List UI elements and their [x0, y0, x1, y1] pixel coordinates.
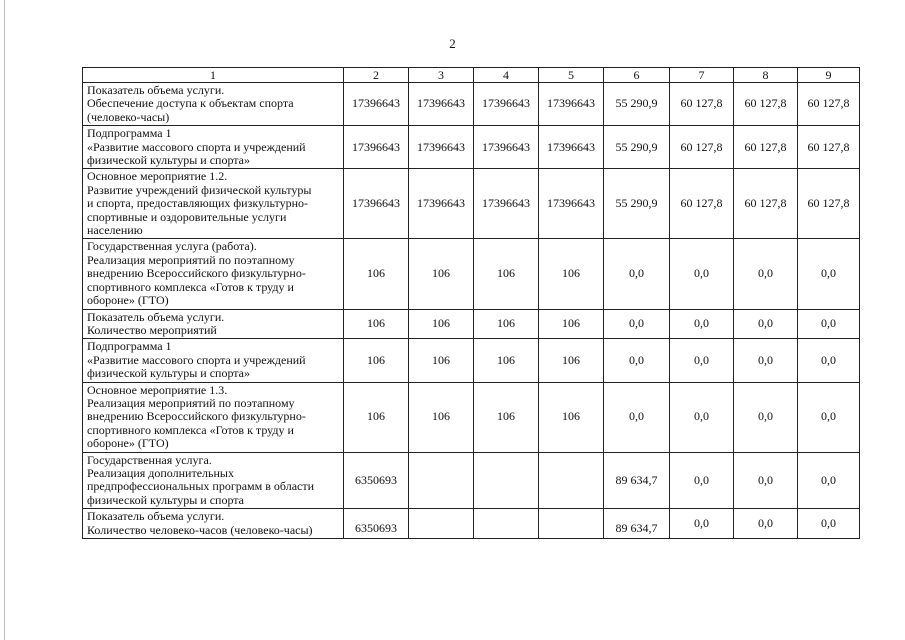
value-cell: 0,0	[670, 509, 734, 539]
description-line: Подпрограмма 1	[87, 339, 172, 354]
value-cell: 0,0	[734, 452, 798, 509]
table-row	[83, 83, 860, 126]
value-cell: 0,0	[734, 309, 798, 339]
table-row	[83, 126, 860, 169]
value-cell: 0,0	[670, 382, 734, 452]
value-cell: 106	[474, 309, 539, 339]
value-cell: 106	[344, 309, 409, 339]
value-cell: 106	[409, 239, 474, 309]
value-cell: 17396643	[409, 169, 474, 239]
row-description	[83, 239, 344, 309]
row-description	[83, 382, 344, 452]
value-cell: 0,0	[798, 239, 860, 309]
value-cell: 17396643	[409, 126, 474, 169]
description-line: предпрофессиональных программ в области	[87, 479, 315, 494]
value-cell: 0,0	[734, 382, 798, 452]
description-line: физической культуры и спорта»	[87, 366, 251, 381]
data-table	[82, 67, 860, 539]
value-cell: 106	[539, 239, 604, 309]
value-cell: 0,0	[604, 309, 670, 339]
value-cell: 0,0	[798, 509, 860, 539]
value-cell: 106	[539, 309, 604, 339]
description-line: Количество мероприятий	[87, 322, 217, 337]
value-cell	[409, 509, 474, 539]
table-row	[83, 169, 860, 239]
value-cell: 0,0	[670, 239, 734, 309]
value-cell: 0,0	[734, 239, 798, 309]
header-cell: 3	[409, 68, 474, 83]
description-line: внедрению Всероссийского физкультурно-	[87, 266, 306, 281]
value-cell: 55 290,9	[604, 126, 670, 169]
table-row	[83, 239, 860, 309]
value-cell: 89 634,7	[604, 452, 670, 509]
value-cell: 106	[344, 339, 409, 382]
description-line: и спорта, предоставляющих физкультурно-	[87, 196, 308, 211]
value-cell: 60 127,8	[798, 126, 860, 169]
row-description	[83, 339, 344, 382]
header-cell: 6	[604, 68, 670, 83]
value-cell: 17396643	[474, 126, 539, 169]
value-cell: 0,0	[734, 509, 798, 539]
description-line: Реализация мероприятий по поэтапному	[87, 395, 295, 410]
value-cell: 106	[539, 339, 604, 382]
description-line: Количество человеко-часов (человеко-часы)	[87, 522, 313, 537]
value-cell: 0,0	[670, 452, 734, 509]
value-cell	[539, 452, 604, 509]
table-row	[83, 309, 860, 339]
table-row	[83, 509, 860, 539]
table-row	[83, 452, 860, 509]
description-line: «Развитие массового спорта и учреждений	[87, 352, 306, 367]
value-cell: 0,0	[604, 239, 670, 309]
description-line: Государственная услуга.	[87, 452, 212, 467]
row-description	[83, 169, 344, 239]
description-line: физической культуры и спорта	[87, 492, 245, 507]
value-cell: 60 127,8	[670, 169, 734, 239]
description-line: внедрению Всероссийского физкультурно-	[87, 409, 306, 424]
value-cell: 0,0	[670, 309, 734, 339]
value-cell: 106	[474, 339, 539, 382]
value-cell: 17396643	[474, 83, 539, 126]
value-cell	[474, 509, 539, 539]
header-row	[83, 68, 860, 83]
description-line: обороне» (ГТО)	[87, 293, 169, 308]
row-description	[83, 509, 344, 539]
page-edge-line	[4, 0, 5, 640]
row-description	[83, 126, 344, 169]
value-cell: 0,0	[798, 382, 860, 452]
description-line: спортивного комплекса «Готов к труду и	[87, 279, 294, 294]
value-cell: 55 290,9	[604, 169, 670, 239]
value-cell: 0,0	[604, 339, 670, 382]
value-cell: 17396643	[539, 83, 604, 126]
description-line: Обеспечение доступа к объектам спорта	[87, 96, 294, 111]
description-line: Развитие учреждений физической культуры	[87, 182, 312, 197]
value-cell: 0,0	[734, 339, 798, 382]
description-line: Реализация мероприятий по поэтапному	[87, 252, 295, 267]
value-cell: 60 127,8	[734, 126, 798, 169]
value-cell: 17396643	[474, 169, 539, 239]
value-cell: 0,0	[798, 309, 860, 339]
value-cell: 0,0	[604, 382, 670, 452]
description-line: физической культуры и спорта»	[87, 153, 251, 168]
header-cell: 7	[670, 68, 734, 83]
value-cell: 17396643	[409, 83, 474, 126]
description-line: (человеко-часы)	[87, 109, 170, 124]
description-line: Показатель объема услуги.	[87, 509, 225, 524]
description-line: населению	[87, 223, 143, 238]
header-cell: 1	[83, 68, 344, 83]
description-line: Показатель объема услуги.	[87, 309, 225, 324]
description-line: Государственная услуга (работа).	[87, 239, 257, 254]
header-cell: 9	[798, 68, 860, 83]
table-row	[83, 339, 860, 382]
description-line: Реализация дополнительных	[87, 465, 234, 480]
value-cell: 106	[409, 309, 474, 339]
value-cell: 106	[474, 239, 539, 309]
header-cell: 8	[734, 68, 798, 83]
value-cell: 60 127,8	[670, 83, 734, 126]
description-line: Основное мероприятие 1.2.	[87, 169, 228, 184]
value-cell: 106	[409, 382, 474, 452]
value-cell	[474, 452, 539, 509]
description-line: «Развитие массового спорта и учреждений	[87, 139, 306, 154]
value-cell: 17396643	[344, 83, 409, 126]
value-cell: 60 127,8	[670, 126, 734, 169]
header-cell: 2	[344, 68, 409, 83]
row-description	[83, 83, 344, 126]
value-cell: 17396643	[344, 169, 409, 239]
page-number: 2	[449, 36, 456, 51]
description-line: обороне» (ГТО)	[87, 436, 169, 451]
value-cell: 60 127,8	[798, 83, 860, 126]
value-cell	[409, 452, 474, 509]
value-cell: 6350693	[344, 452, 409, 509]
value-cell: 106	[344, 239, 409, 309]
value-cell: 17396643	[539, 126, 604, 169]
value-cell: 60 127,8	[734, 83, 798, 126]
description-line: спортивного комплекса «Готов к труду и	[87, 422, 294, 437]
value-cell: 60 127,8	[734, 169, 798, 239]
value-cell: 60 127,8	[798, 169, 860, 239]
value-cell: 89 634,7	[604, 509, 670, 539]
value-cell: 55 290,9	[604, 83, 670, 126]
value-cell: 17396643	[539, 169, 604, 239]
value-cell: 0,0	[798, 452, 860, 509]
value-cell: 106	[409, 339, 474, 382]
header-cell: 5	[539, 68, 604, 83]
value-cell	[539, 509, 604, 539]
description-line: Показатель объема услуги.	[87, 83, 225, 97]
description-line: Подпрограмма 1	[87, 126, 172, 141]
value-cell: 0,0	[798, 339, 860, 382]
value-cell: 106	[474, 382, 539, 452]
row-description	[83, 452, 344, 509]
value-cell: 106	[344, 382, 409, 452]
table-row	[83, 382, 860, 452]
value-cell: 106	[539, 382, 604, 452]
value-cell: 0,0	[670, 339, 734, 382]
row-description	[83, 309, 344, 339]
value-cell: 6350693	[344, 509, 409, 539]
description-line: спортивные и оздоровительные услуги	[87, 209, 287, 224]
header-cell: 4	[474, 68, 539, 83]
description-line: Основное мероприятие 1.3.	[87, 382, 228, 397]
value-cell: 17396643	[344, 126, 409, 169]
